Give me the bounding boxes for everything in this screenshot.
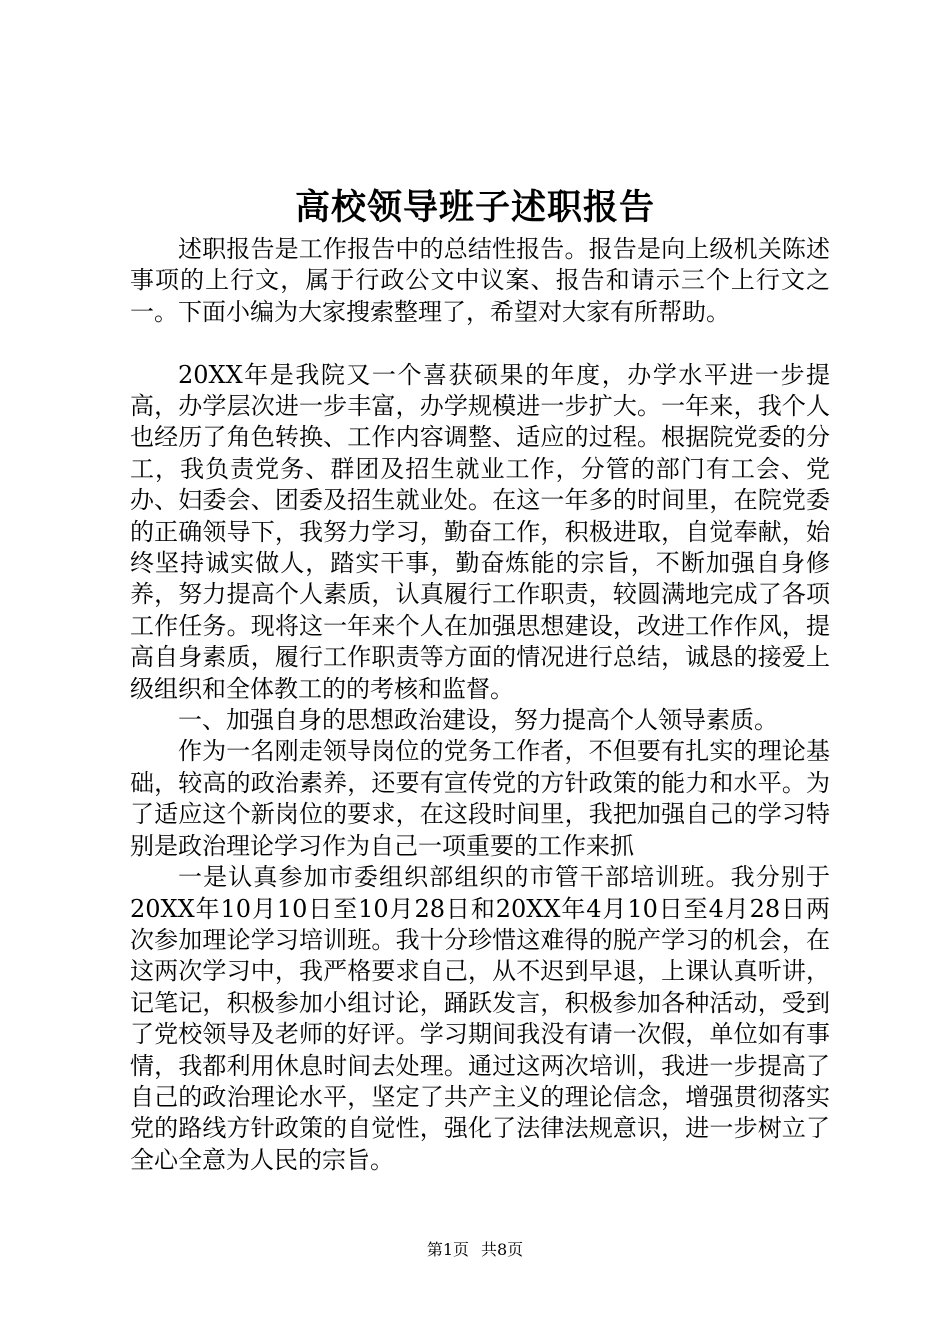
page-number: 第1页 bbox=[426, 1240, 469, 1259]
section-heading: 一、加强自身的思想政治建设，努力提高个人领导素质。 bbox=[178, 706, 778, 735]
page-total: 共8页 bbox=[481, 1240, 524, 1259]
document-title: 高校领导班子述职报告 bbox=[294, 187, 655, 228]
body-paragraph: 20XX年是我院又一个喜获硕果的年度，办学水平进一步提高，办学层次进一步丰富，办学规模进一步扩大。一年来，我个人也经历了角色转换、工作内容调整、适应的过程。根据院党委的分工，我负责党务、群团及招生就业工作，分管的部门有工会、党办、妇委会、团委及招生就业处。在这一年多的时间里，在院党委的正确领导下，我努力学习，勤奋工作，积极进取，自觉奉献，始终坚持诚实做人，踏实干事，勤奋炼能的宗旨，不断加强自身修养，努力提高个人素质，认真履行工作职责，较圆满地完成了各项工作任务。现将这一年来个人在加强思想建设，改进工作作风，提高自身素质，履行工作职责等方面的情况进行总结，诚恳的接爱上级组织和全体教工的的考核和监督。 bbox=[130, 360, 830, 703]
intro-paragraph: 述职报告是工作报告中的总结性报告。报告是向上级机关陈述事项的上行文，属于行政公文中议案、报告和请示三个上行文之一。下面小编为大家搜索整理了，希望对大家有所帮助。 bbox=[130, 235, 830, 326]
body-paragraph: 一是认真参加市委组织部组织的市管干部培训班。我分别于20XX年10月10日至10月28日和20XX年4月10日至4月28日两次参加理论学习培训班。我十分珍惜这难得的脱产学习的机会，在这两次学习中，我严格要求自己，从不迟到早退，上课认真听讲，记笔记，积极参加小组讨论，踊跃发言，积极参加各种活动，受到了党校领导及老师的好评。学习期间我没有请一次假，单位如有事情，我都利用休息时间去处理。通过这两次培训，我进一步提高了自己的政治理论水平，坚定了共产主义的理论信念，增强贯彻落实党的路线方针政策的自觉性，强化了法律法规意识，进一步树立了全心全意为人民的宗旨。 bbox=[130, 863, 830, 1174]
page-footer bbox=[0, 1240, 950, 1260]
document-body bbox=[130, 234, 830, 1176]
body-paragraph: 作为一名刚走领导岗位的党务工作者，不但要有扎实的理论基础，较高的政治素养，还要有宣传党的方针政策的能力和水平。为了适应这个新岗位的要求，在这段时间里，我把加强自己的学习特别是政治理论学习作为自己一项重要的工作来抓 bbox=[130, 737, 830, 860]
